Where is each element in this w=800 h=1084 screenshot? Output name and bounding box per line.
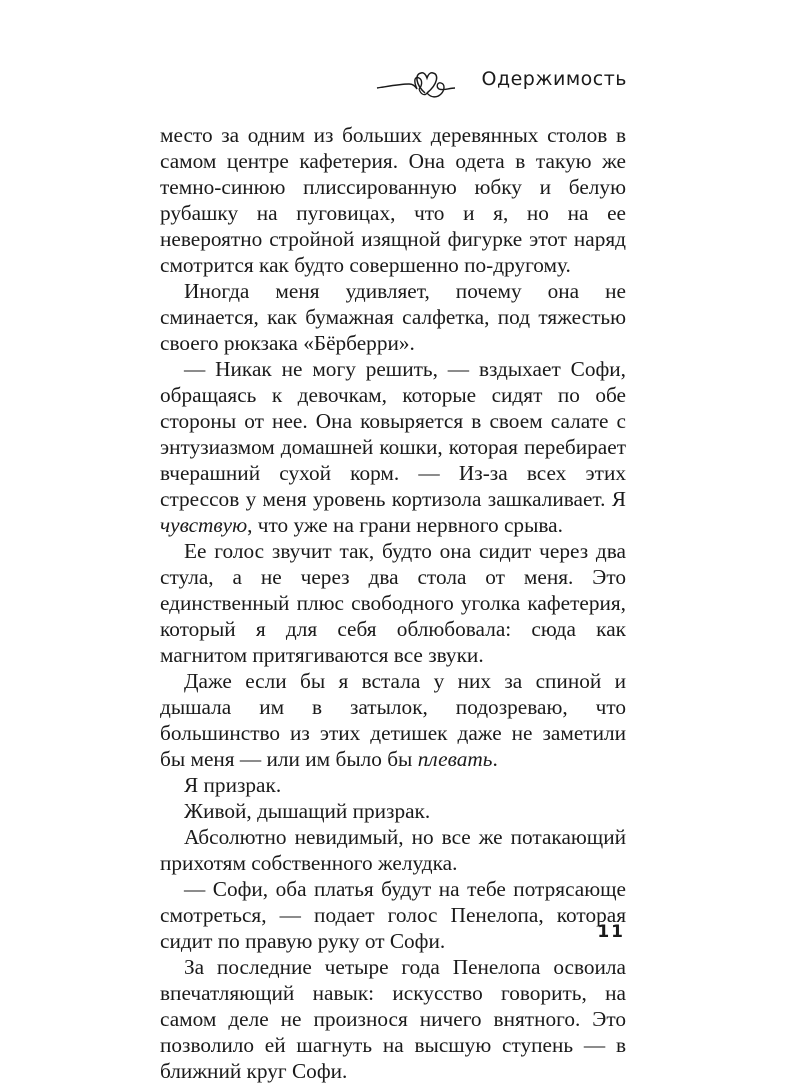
paragraph [160,772,626,798]
paragraph [160,798,626,824]
paragraph [160,356,626,538]
text-run: , что уже на грани нервного срыва. [247,513,563,537]
running-title: Одержимость [481,68,627,90]
paragraph [160,876,626,954]
text-run: — Софи, оба платья будут на тебе потрясающе смотреться, — подает голос Пенелопа, которая сидит по правую руку от Софи. [160,877,626,953]
page-number: 11 [597,922,625,942]
paragraph [160,824,626,876]
text-run: — Никак не могу решить, — вздыхает Софи, обращаясь к девочкам, которые сидят по обе стороны от нее. Она ковыряется в своем салате с энтузиазмом домашней кошки, которая перебирает вчерашний сухой корм. — Из-за всех этих стрессов у меня уровень кортизола зашкаливает. Я [160,357,626,511]
paragraph [160,668,626,772]
emphasis: плевать [417,747,493,771]
paragraph [160,278,626,356]
body-text [160,122,626,1084]
paragraph [160,538,626,668]
paragraph [160,954,626,1084]
text-run: Иногда меня удивляет, почему она не сминается, как бумажная салфетка, под тяжестью своего рюкзака «Бёрберри». [160,279,626,355]
text-run: место за одним из больших деревянных столов в самом центре кафетерия. Она одета в такую же темно-синюю плиссированную юбку и белую рубашку на пуговицах, что и я, но на ее невероятно стройной изящной фигурке этот наряд смотрится как будто совершенно по-другому. [160,123,626,277]
paragraph [160,122,626,278]
running-header [375,60,627,104]
text-run: . [492,747,498,771]
text-run: Ее голос звучит так, будто она сидит через два стула, а не через два стола от меня. Это единственный плюс свободного уголка кафетерия, который я для себя облюбовала: сюда как магнитом притягиваются все звуки. [160,539,626,667]
text-run: Абсолютно невидимый, но все же потакающий прихотям собственного желудка. [160,825,626,875]
emphasis: чувствую [160,513,248,537]
heart-flourish-icon [375,62,485,102]
text-run: Я призрак. [184,773,282,797]
text-run: Даже если бы я встала у них за спиной и дышала им в затылок, подозреваю, что большинство из этих детишек даже не заметили бы меня — или им было бы [160,669,626,771]
text-run: Живой, дышащий призрак. [184,799,431,823]
text-run: За последние четыре года Пенелопа освоила впечатляющий навык: искусство говорить, на самом деле не произнося ничего внятного. Это позволило ей шагнуть на высшую ступень — в ближний круг Софи. [160,955,626,1083]
